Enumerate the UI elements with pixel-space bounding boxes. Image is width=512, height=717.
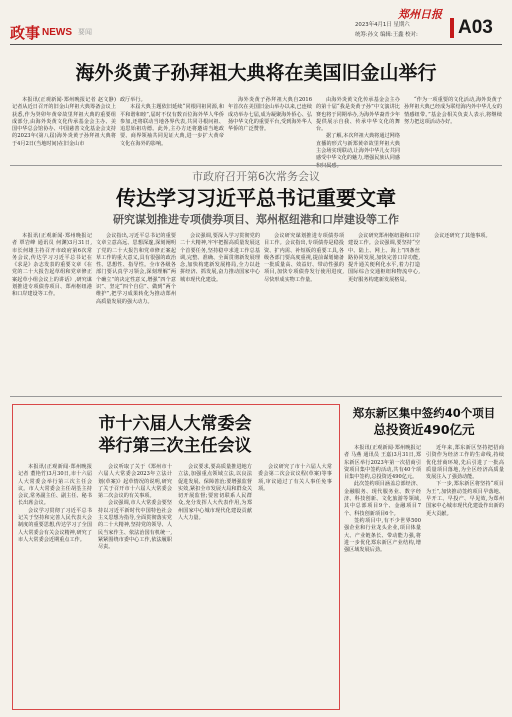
section-subtitle: 要闻: [78, 28, 93, 36]
article3-col-1: [18, 464, 92, 702]
article1-paragraph: “作为一项重要的文化活动,海外炎黄子孙拜祖大典已经成为联结海内外中华儿女的情感纽带。”基金会相关负责人表示,将继续努力把这项活动办好。: [404, 97, 502, 125]
article1-paragraph: 政厅举行。: [120, 97, 146, 103]
article4-paragraph: 本报讯(正观新闻·郑州晚报记者 马燕 通讯员 王嘉)3月31日,郑东新区举行2023年第一次招商引资项目集中签约活动,共有40个项目集中签约,总投资近490亿元。: [344, 445, 421, 481]
header-rule: [10, 44, 502, 45]
article3-paragraph: 会议研究了市十六届人大常委会第二次会议议程(草案)等事项,审议通过了有关人事任免事项。: [258, 464, 332, 492]
section-name: 政事: [10, 23, 41, 42]
article3-paragraph: 本报讯(正观新闻·郑州晚报记者 董艳竹)3月30日,市十六届人大常委会举行第三次主任会议。市人大常委会主任胡荃主持会议,常务副主任、副主任、秘书长出席会议。: [18, 464, 92, 507]
article2-paragraph: 本报讯(正观新闻·郑州晚报记者 覃岩峰 通讯员 何渊)3月31日,市长何雄主持召开市政府第6次常务会议,传达学习习近平总书记在《求是》杂志发表的重要文章《在党的二十大报告起草组和党章修正案起草小组会议上的讲话》,研究谋划推进专项债券项目、郑州枢纽港和口岸建设等工作。: [12, 233, 92, 298]
article3-title-line2: 举行第三次主任会议: [98, 436, 252, 456]
article1-col-5: [404, 97, 502, 161]
article1-paragraph: 据了解,本次拜祖大典将通过网络直播的形式与新郑黄帝故里拜祖大典主会场实现联动,让海外中华儿女共同感受中华文化的魅力,增强民族认同感: [316, 133, 400, 162]
article2-paragraph: 会议研究郑州枢纽港和口岸建设工作。会议强调,要坚持“空中、陆上、网上、海上”四条丝路协同发展,加快完善口岸功能,提升通关便利化水平,着力打造国际综合交通枢纽和物流中心,更好服务构建新发展格局。: [348, 233, 420, 283]
article2-paragraph: 会议还研究了其他事项。: [434, 233, 491, 239]
article3-col-4: [258, 464, 332, 702]
page-number-accent: [450, 18, 454, 38]
article3-title-line1: 市十六届人大常委会: [98, 414, 252, 434]
article2-kicker: 市政府召开第6次常务会议: [192, 170, 320, 183]
article2-col-3: [180, 233, 260, 393]
article1-col-3: [228, 97, 312, 161]
section-badge: [10, 22, 92, 42]
article3-col-2: [98, 464, 172, 702]
article2-col-6: [424, 233, 502, 393]
article3-col-3: [178, 464, 252, 702]
article1-paragraph: 由海外炎黄文化传承基金会主办的第十届“我是炎黄子孙”中文演讲比赛也将于同期举办,为海外华裔青少年提供展示自我、传承中华文化的舞台。: [316, 97, 400, 133]
article2-paragraph: 会议指出,习近平总书记的重要文章立意高远、思想深邃,深刻阐明了党的二十大报告和党章修正案起草工作的重大意义,具有很强的政治性、思想性、指导性。全市各级各部门要认真学习领会,深刻理解“两个确立”的决定性意义,增强“四个意识”、坚定“四个自信”、做到“两个维护”,把学习成果转化为推动郑州高质量发展的强大动力。: [96, 233, 176, 305]
article2-paragraph: 会议研究谋划推进专项债券项目工作。会议指出,专项债券是稳投资、扩内需、补短板的重要工具,各级各部门要高度重视,提前谋划储备一批质量高、效益好、带动性强的项目,加快专项债券发行使用进度,尽快形成实物工作量。: [264, 233, 344, 283]
article2-col-1: [12, 233, 92, 393]
section-name-en: NEWS: [42, 26, 73, 38]
page-number: [450, 14, 506, 42]
article4-title-line1: 郑东新区集中签约40个项目: [352, 406, 496, 420]
article4-paragraph: 签约项目中,有不少世界500强企业和行业龙头企业,项目体量大、产业链条长、带动能力强,将进一步优化郑东新区产业结构,增强区域发展后劲。: [344, 517, 421, 554]
article1-paragraph: 海外炎黄子孙拜祖大典自2016年首次在美国旧金山举办以来,已连续成功举办七届,成为凝聚海外侨心、弘扬中华文化的重要平台,受到海外华人华侨的广泛赞誉。: [228, 97, 312, 133]
article1-col-1: [12, 97, 116, 161]
article1-col-2: [120, 97, 224, 161]
article2-col-2: [96, 233, 176, 393]
article1-title: 海外炎黄子孙拜祖大典将在美国旧金山举行: [75, 62, 437, 84]
page-number-text: A03: [458, 17, 493, 38]
article2-col-4: [264, 233, 344, 393]
article3-paragraph: 会议学习贯彻了习近平总书记关于坚持和完善人民代表大会制度的重要思想,传达学习了全国人大常委会有关会议精神,研究了市人大常委会近期重点工作。: [18, 507, 92, 543]
article3-paragraph: 会议强调,市人大常委会要坚持以习近平新时代中国特色社会主义思想为指导,全面贯彻落实党的二十大精神,坚持党的领导、人民当家作主、依法治国有机统一,紧紧围绕市委中心工作,依法履职尽责。: [98, 500, 172, 551]
article4-col-1: [344, 445, 421, 707]
issue-date: 2023年4月1日 星期六: [355, 22, 410, 28]
article3-paragraph: 会议要求,要高质量推进地方立法,加强重点领域立法,以良法促进发展、保障善治;要增强监督实效,紧扣全市发展大局和群众关切开展监督;要密切联系人民群众,充分发挥人大代表作用,为郑州国家中心城市现代化建设贡献人大力量。: [178, 464, 252, 522]
article4-paragraph: 此次签约项目涵盖总部经济、金融服务、现代服务业、数字经济、科技创新、文化旅游等领域,其中总部项目9个、金融项目7个、科技创新项目6个。: [344, 481, 421, 517]
article2-col-5: [348, 233, 420, 393]
article4-col-2: [426, 445, 504, 707]
article1-paragraph: 本报讯(正观新闻·郑州晚报记者 赵文静)记者从近日召开的旧金山拜祖大典筹备会议上获悉,作为癸卯年黄帝故里拜祖大典的重要组成部分,由海外炎黄文化传承基金会主办、美国中华总会馆协办、中国慈善文化基金会支持的2023年(第八届)海外炎黄子孙拜祖大典将于4月2日(当地时间)在旧金山市: [12, 97, 116, 147]
article2-title: 传达学习习近平总书记重要文章: [116, 186, 396, 210]
divider: [10, 165, 502, 166]
article4-paragraph: 下一步,郑东新区将坚持“项目为王”,加快推动签约项目早落地、早开工、早投产、早见效,为郑州国家中心城市现代化建设作出新的更大贡献。: [426, 481, 504, 517]
divider: [10, 396, 502, 397]
article4-title-line2: 总投资近490亿元: [373, 422, 475, 437]
masthead-logo: 郑州日报: [398, 8, 442, 21]
article1-col-4: [316, 97, 400, 161]
article3-paragraph: 会议听取了关于《郑州市十六届人大常委会2023年立法计划(草案)》起草情况的说明,研究了关于召开市十六届人大常委会第二次会议的有关事项。: [98, 464, 172, 500]
page-header: [0, 0, 512, 58]
article4-paragraph: 近年来,郑东新区坚持把招商引资作为经济工作的生命线,持续优化营商环境,先后引进了一批高质量项目落地,为全区经济高质量发展注入了强劲动能。: [426, 445, 504, 481]
editor-credits: 统筹:孙文 编辑:王鑫 校对:: [355, 32, 418, 38]
article2-paragraph: 会议强调,要深入学习贯彻党的二十大精神,牢牢把握高质量发展这个首要任务,坚持稳中求进工作总基调,完整、准确、全面贯彻新发展理念,加快构建新发展格局,全力以赴拼经济、抓发展,奋力推动国家中心城市现代化建设。: [180, 233, 260, 283]
article1-paragraph: 本届大典主题依旧延续“同根同祖同源,和平和谐和睦”,届时不仅有数百位海外华人华侨参加,还将联动当地各界代表,共同寻根问祖、追思始祖功德。此外,主办方还将邀请当地政要、商界领袖共同见证大典,进一步扩大黄帝文化在海外的影响。: [120, 104, 224, 147]
article2-subtitle: 研究谋划推进专项债券项目、郑州枢纽港和口岸建设等工作: [113, 213, 399, 226]
